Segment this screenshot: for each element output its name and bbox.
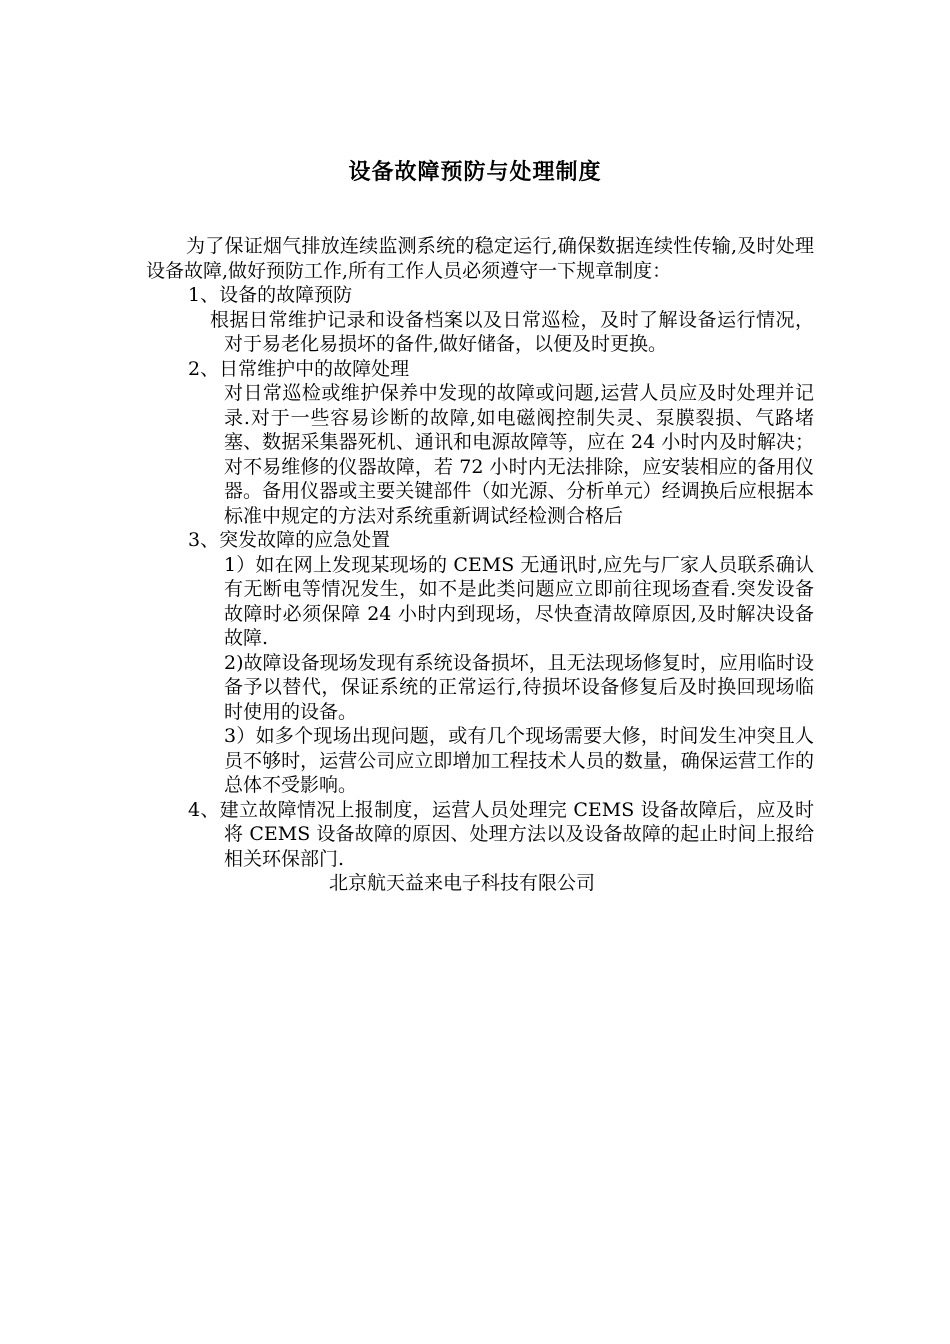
- section-3: [146, 528, 814, 798]
- section-2: [146, 357, 814, 529]
- section-3-paragraph-1: 1）如在网上发现某现场的 CEMS 无通讯时,应先与厂家人员联系确认有无断电等情况发生，如不是此类问题应立即前往现场查看.突发设备故障时必须保障 24 小时内到现场，尽快查清故障原因,及时解决设备故障.: [224, 553, 814, 649]
- section-1-heading: 1、设备的故障预防: [188, 284, 353, 306]
- document-body: [146, 234, 814, 896]
- company-name: 北京航天益来电子科技有限公司: [329, 872, 596, 894]
- section-3-heading: 3、突发故障的应急处置: [188, 529, 391, 551]
- section-1-paragraph: 根据日常维护记录和设备档案以及日常巡检，及时了解设备运行情况，对于易老化易损坏的备件,做好储备，以便及时更换。: [210, 308, 814, 355]
- section-2-heading: 2、日常维护中的故障处理: [188, 357, 410, 380]
- section-3-paragraph-2: 2)故障设备现场发现有系统设备损坏，且无法现场修复时，应用临时设备予以替代，保证系统的正常运行,待损坏设备修复后及时换回现场临时使用的设备。: [224, 651, 814, 723]
- section-2-paragraph: 对日常巡检或维护保养中发现的故障或问题,运营人员应及时处理并记录.对于一些容易诊断的故障,如电磁阀控制失灵、泵膜裂损、气路堵塞、数据采集器死机、通讯和电源故障等，应在 24 小时内及时解决；对不易维修的仪器故障，若 72 小时内无法排除，应安装相应的备用仪器。备用仪器或主要关键部件（如光源、分析单元）经调换后应根据本标准中规定的方法对系统重新调试经检测合格后: [224, 382, 814, 527]
- section-4-paragraph: 4、建立故障情况上报制度，运营人员处理完 CEMS 设备故障后，应及时将 CEMS 设备故障的原因、处理方法以及设备故障的起止时间上报给相关环保部门.: [188, 798, 814, 870]
- intro-paragraph: 为了保证烟气排放连续监测系统的稳定运行,确保数据连续性传输,及时处理设备故障,做好预防工作,所有工作人员必须遵守一下规章制度：: [146, 235, 814, 282]
- document-title: 设备故障预防与处理制度: [348, 160, 602, 185]
- section-1: [146, 283, 814, 357]
- section-3-paragraph-3: 3）如多个现场出现问题，或有几个现场需要大修，时间发生冲突且人员不够时，运营公司应立即增加工程技术人员的数量，确保运营工作的总体不受影响。: [224, 725, 814, 796]
